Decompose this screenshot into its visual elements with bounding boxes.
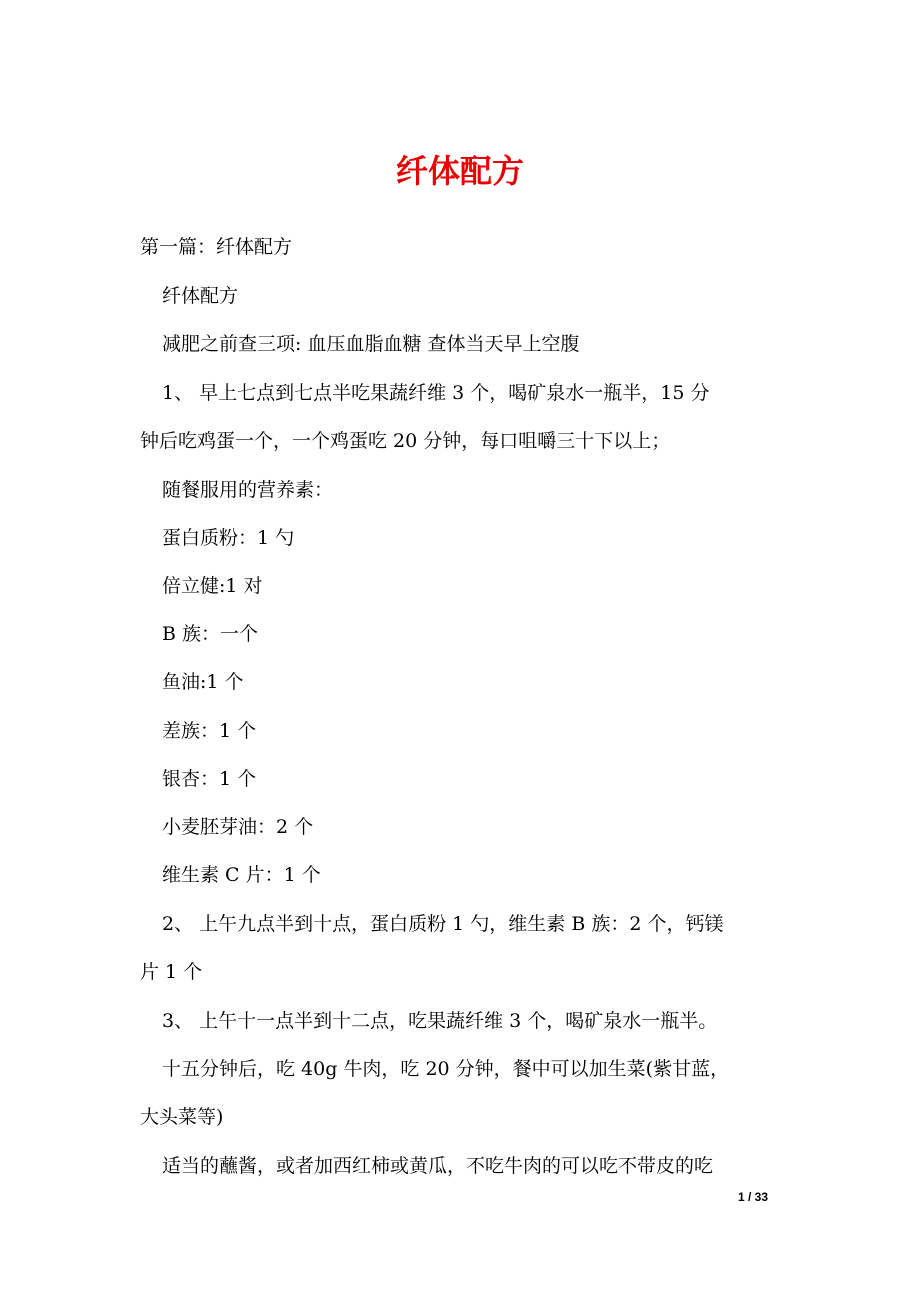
paragraph-line: 1、 早上七点到七点半吃果蔬纤维 3 个，喝矿泉水一瓶半，15 分 xyxy=(162,382,710,404)
paragraph-line: 银杏：1 个 xyxy=(162,768,257,790)
paragraph-line: 小麦胚芽油：2 个 xyxy=(162,816,314,838)
paragraph-line: 维生素 C 片：1 个 xyxy=(162,864,321,886)
paragraph-line: 纤体配方 xyxy=(162,285,239,307)
paragraph-line: B 族：一个 xyxy=(162,623,259,645)
document-title: 纤体配方 xyxy=(395,152,524,190)
paragraph-line: 适当的蘸酱，或者加西红柿或黄瓜，不吃牛肉的可以吃不带皮的吃 xyxy=(162,1155,714,1177)
paragraph-line: 十五分钟后，吃 40g 牛肉，吃 20 分钟，餐中可以加生菜(紫甘蓝， xyxy=(162,1058,730,1080)
paragraph-line: 钟后吃鸡蛋一个，一个鸡蛋吃 20 分钟，每口咀嚼三十下以上； xyxy=(140,430,671,452)
paragraph-line: 大头菜等) xyxy=(140,1106,224,1128)
paragraph-line: 鱼油:1 个 xyxy=(162,671,244,693)
paragraph-line: 蛋白质粉：1 勺 xyxy=(162,527,295,549)
paragraph-line: 倍立健:1 对 xyxy=(162,575,263,597)
paragraph-line: 2、 上午九点半到十点，蛋白质粉 1 勺，维生素 B 族：2 个，钙镁 xyxy=(162,913,724,935)
paragraph-line: 3、 上午十一点半到十二点，吃果蔬纤维 3 个，喝矿泉水一瓶半。 xyxy=(162,1010,718,1032)
page-number: 1 / 33 xyxy=(738,1190,769,1204)
paragraph-line: 减肥之前查三项: 血压血脂血糖 查体当天早上空腹 xyxy=(162,333,580,355)
paragraph-line: 随餐服用的营养素： xyxy=(162,479,334,501)
paragraph-line: 差族：1 个 xyxy=(162,720,257,742)
paragraph-line: 第一篇：纤体配方 xyxy=(140,236,293,258)
paragraph-line: 片 1 个 xyxy=(140,961,203,983)
